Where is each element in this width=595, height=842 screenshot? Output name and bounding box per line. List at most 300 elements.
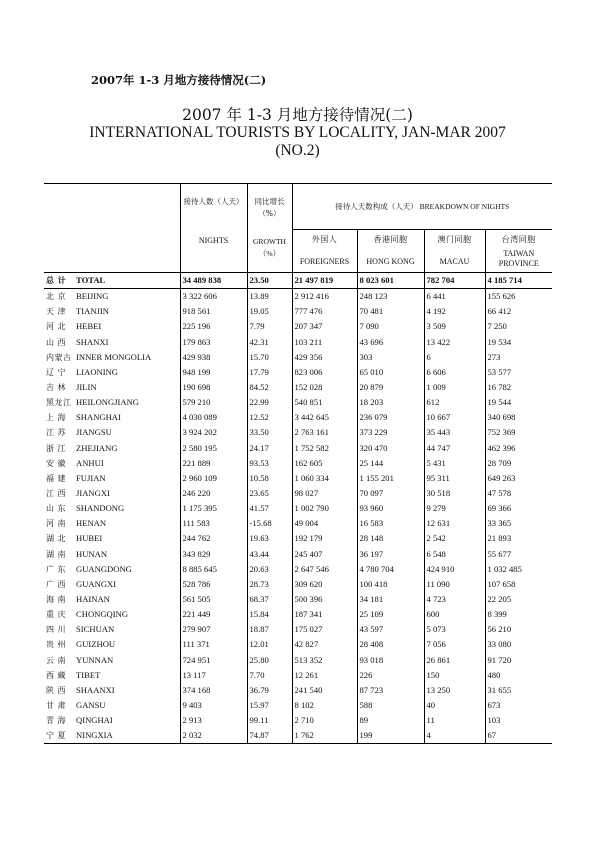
hk-cell: 7 090	[357, 319, 424, 334]
taiwan-cell: 462 396	[485, 441, 552, 456]
nights-cell: 3 924 202	[180, 425, 247, 440]
region-name-en: FUJIAN	[76, 472, 106, 483]
nights-cell: 13 117	[180, 668, 247, 683]
foreigners-cell: 429 356	[292, 350, 357, 365]
region-name-cn: 广 东	[46, 564, 67, 574]
growth-cell: 43.44	[247, 547, 292, 562]
foreigners-cell: 103 211	[292, 335, 357, 350]
foreigners-cell: 1 060 334	[292, 471, 357, 486]
macau-cell: 10 667	[424, 410, 485, 425]
taiwan-cell: 47 578	[485, 486, 552, 501]
table-row	[44, 577, 552, 592]
taiwan-cell: 16 782	[485, 380, 552, 395]
total-row	[44, 273, 552, 289]
taiwan-cell: 33 080	[485, 637, 552, 652]
region-name-en: JIANGXI	[76, 488, 110, 499]
region-cell	[44, 698, 180, 713]
region-name-cn: 贵 州	[46, 640, 67, 650]
table-row	[44, 668, 552, 683]
foreigners-cell: 49 004	[292, 516, 357, 531]
region-cell	[44, 668, 180, 683]
region-cell	[44, 441, 180, 456]
macau-cell: 4	[424, 728, 485, 744]
macau-header	[424, 230, 485, 273]
title-english: INTERNATIONAL TOURISTS BY LOCALITY, JAN-MAR 2007	[89, 124, 506, 141]
growth-cell: 28.73	[247, 577, 292, 592]
nights-cell: 1 175 395	[180, 501, 247, 516]
macau-cell: 2 542	[424, 531, 485, 546]
nights-cell: 579 210	[180, 395, 247, 410]
growth-header-en: GROWTH（%）	[253, 237, 286, 258]
region-cell	[44, 471, 180, 486]
region-name-cn: 湖 北	[46, 534, 67, 544]
taiwan-header-en-1: TAIWAN	[503, 249, 535, 258]
region-name-en: JIANGSU	[76, 427, 112, 438]
region-name-en: TIBET	[76, 669, 101, 680]
macau-cell: 424 910	[424, 562, 485, 577]
region-name-en: CHONGQING	[76, 609, 129, 620]
region-name-cn: 河 北	[46, 322, 67, 332]
region-name-cn: 黑龙江	[46, 398, 72, 408]
nights-cell: 948 199	[180, 365, 247, 380]
macau-cell: 6 606	[424, 365, 485, 380]
macau-cell: 11	[424, 713, 485, 728]
hk-cell: 93 018	[357, 653, 424, 668]
macau-cell: 4 192	[424, 304, 485, 319]
hk-cell: 28 408	[357, 637, 424, 652]
growth-cell: 20.63	[247, 562, 292, 577]
region-name-en: GANSU	[76, 700, 106, 710]
region-cell	[44, 562, 180, 577]
macau-cell: 9 279	[424, 501, 485, 516]
macau-cell: 600	[424, 607, 485, 622]
macau-cell: 35 443	[424, 425, 485, 440]
hk-cell: 25 109	[357, 607, 424, 622]
foreigners-cell: 2 763 161	[292, 425, 357, 440]
nights-header	[180, 184, 247, 273]
region-name-cn: 总 计	[46, 276, 67, 286]
taiwan-cell: 480	[485, 668, 552, 683]
foreigners-cell: 241 540	[292, 683, 357, 698]
growth-cell: 22.99	[247, 395, 292, 410]
nights-cell: 111 583	[180, 516, 247, 531]
taiwan-cell: 28 709	[485, 456, 552, 471]
taiwan-cell: 752 369	[485, 425, 552, 440]
table-row	[44, 410, 552, 425]
hk-cell: 70 481	[357, 304, 424, 319]
region-name-en: GUIZHOU	[76, 639, 116, 650]
growth-cell: 99.11	[247, 713, 292, 728]
table-row	[44, 653, 552, 668]
region-name-cn: 天 津	[46, 307, 67, 317]
taiwan-cell: 4 185 714	[485, 273, 552, 289]
table-row	[44, 319, 552, 334]
nights-cell: 221 449	[180, 607, 247, 622]
taiwan-cell: 19 544	[485, 395, 552, 410]
region-cell	[44, 713, 180, 728]
title-block	[0, 106, 595, 160]
region-cell	[44, 273, 180, 289]
region-name-en: HEBEI	[76, 321, 102, 332]
growth-cell: 23.65	[247, 486, 292, 501]
region-name-cn: 内蒙古	[46, 352, 72, 362]
region-name-en: TOTAL	[76, 275, 106, 286]
table-row	[44, 365, 552, 380]
macau-cell: 3 509	[424, 319, 485, 334]
region-cell	[44, 410, 180, 425]
hk-cell: 8 023 601	[357, 273, 424, 289]
hk-cell: 1 155 201	[357, 471, 424, 486]
foreigners-cell: 1 752 582	[292, 441, 357, 456]
region-cell	[44, 365, 180, 380]
hk-cell: 18 203	[357, 395, 424, 410]
taiwan-header-cn: 台湾同胞	[501, 235, 536, 244]
growth-cell: 18.87	[247, 622, 292, 637]
region-name-cn: 四 川	[46, 625, 67, 635]
taiwan-header	[485, 230, 552, 273]
region-name-cn: 甘 肃	[46, 701, 67, 710]
table-row	[44, 531, 552, 546]
nights-cell: 2 913	[180, 713, 247, 728]
foreigners-header	[292, 230, 357, 273]
taiwan-cell: 21 893	[485, 531, 552, 546]
taiwan-cell: 7 250	[485, 319, 552, 334]
foreigners-cell: 2 647 546	[292, 562, 357, 577]
growth-cell: 93.53	[247, 456, 292, 471]
nights-cell: 429 938	[180, 350, 247, 365]
macau-cell: 612	[424, 395, 485, 410]
foreigners-cell: 192 179	[292, 531, 357, 546]
nights-cell: 279 907	[180, 622, 247, 637]
region-name-en: BEIJING	[76, 291, 109, 302]
region-cell	[44, 289, 180, 305]
foreigners-cell: 98 027	[292, 486, 357, 501]
foreigners-cell: 2 912 416	[292, 289, 357, 305]
region-cell	[44, 304, 180, 319]
foreigners-cell: 309 620	[292, 577, 357, 592]
growth-cell: 42.31	[247, 335, 292, 350]
region-cell	[44, 653, 180, 668]
table-row	[44, 289, 552, 305]
growth-cell: 33.50	[247, 425, 292, 440]
taiwan-cell: 19 534	[485, 335, 552, 350]
region-name-cn: 江 苏	[46, 428, 67, 438]
region-cell	[44, 380, 180, 395]
title-english-number: (NO.2)	[275, 142, 320, 159]
foreigners-cell: 8 102	[292, 698, 357, 713]
table-row	[44, 380, 552, 395]
hk-cell: 4 780 704	[357, 562, 424, 577]
breakdown-header-label: 接待人天数构成（人天） BREAKDOWN OF NIGHTS	[335, 202, 510, 211]
region-name-en: SICHUAN	[76, 624, 115, 635]
table-row	[44, 592, 552, 607]
macau-cell: 13 422	[424, 335, 485, 350]
growth-cell: 12.52	[247, 410, 292, 425]
region-name-en: GUANGXI	[76, 578, 117, 589]
taiwan-cell: 31 655	[485, 683, 552, 698]
region-name-en: YUNNAN	[76, 654, 114, 665]
region-cell	[44, 425, 180, 440]
macau-cell: 6 441	[424, 289, 485, 305]
foreigners-cell: 187 341	[292, 607, 357, 622]
nights-cell: 221 889	[180, 456, 247, 471]
region-cell	[44, 335, 180, 350]
table-row	[44, 471, 552, 486]
taiwan-cell: 69 366	[485, 501, 552, 516]
region-name-en: LIAONING	[76, 366, 119, 377]
macau-cell: 150	[424, 668, 485, 683]
hk-cell: 25 144	[357, 456, 424, 471]
foreigners-header-cn: 外国人	[311, 235, 338, 244]
region-name-en: ZHEJIANG	[76, 442, 118, 453]
taiwan-cell: 22 205	[485, 592, 552, 607]
taiwan-cell: 107 658	[485, 577, 552, 592]
region-name-cn: 西 藏	[46, 670, 67, 680]
taiwan-cell: 8 399	[485, 607, 552, 622]
macau-cell: 30 518	[424, 486, 485, 501]
region-name-en: SHANGHAI	[76, 412, 121, 423]
hk-cell: 199	[357, 728, 424, 744]
growth-cell: 24.17	[247, 441, 292, 456]
region-name-en: SHAANXI	[76, 684, 115, 695]
region-cell	[44, 516, 180, 531]
nights-cell: 111 371	[180, 637, 247, 652]
region-name-cn: 山 东	[46, 504, 67, 514]
region-cell	[44, 486, 180, 501]
hk-cell: 303	[357, 350, 424, 365]
region-cell	[44, 456, 180, 471]
macau-cell: 12 631	[424, 516, 485, 531]
growth-cell: 19.05	[247, 304, 292, 319]
table-row	[44, 683, 552, 698]
macau-header-en: MACAU	[439, 257, 470, 266]
nights-cell: 561 505	[180, 592, 247, 607]
nights-cell: 179 863	[180, 335, 247, 350]
macau-cell: 95 311	[424, 471, 485, 486]
macau-cell: 13 250	[424, 683, 485, 698]
foreigners-cell: 513 352	[292, 653, 357, 668]
region-cell	[44, 350, 180, 365]
region-name-en: SHANDONG	[76, 503, 125, 514]
region-name-cn: 安 徽	[46, 458, 67, 468]
foreigners-cell: 500 396	[292, 592, 357, 607]
region-name-cn: 河 南	[46, 519, 67, 529]
region-name-cn: 重 庆	[46, 610, 67, 620]
foreigners-cell: 823 006	[292, 365, 357, 380]
table-row	[44, 698, 552, 713]
foreigners-cell: 245 407	[292, 547, 357, 562]
region-name-cn: 北 京	[46, 292, 67, 302]
nights-cell: 528 786	[180, 577, 247, 592]
hk-cell: 20 879	[357, 380, 424, 395]
macau-header-cn: 澳门同胞	[437, 235, 472, 244]
hk-cell: 100 418	[357, 577, 424, 592]
region-name-cn: 吉 林	[46, 383, 67, 393]
macau-cell: 44 747	[424, 441, 485, 456]
foreigners-cell: 1 002 790	[292, 501, 357, 516]
macau-cell: 40	[424, 698, 485, 713]
hk-cell: 36 197	[357, 547, 424, 562]
region-name-cn: 海 南	[46, 595, 67, 605]
growth-cell: 7.79	[247, 319, 292, 334]
table-row	[44, 728, 552, 744]
table-row	[44, 713, 552, 728]
nights-cell: 225 196	[180, 319, 247, 334]
nights-cell: 2 960 109	[180, 471, 247, 486]
table-row	[44, 562, 552, 577]
region-name-cn: 湖 南	[46, 549, 67, 559]
region-name-en: HAINAN	[76, 594, 110, 605]
taiwan-cell: 273	[485, 350, 552, 365]
foreigners-cell: 42 827	[292, 637, 357, 652]
foreigners-cell: 207 347	[292, 319, 357, 334]
foreigners-cell: 3 442 645	[292, 410, 357, 425]
taiwan-cell: 340 698	[485, 410, 552, 425]
macau-cell: 5 073	[424, 622, 485, 637]
region-name-cn: 江 西	[46, 489, 67, 499]
breakdown-header	[292, 184, 552, 230]
region-name-en: HEILONGJIANG	[76, 397, 140, 408]
nights-cell: 246 220	[180, 486, 247, 501]
region-cell	[44, 607, 180, 622]
hk-cell: 65 010	[357, 365, 424, 380]
macau-cell: 6	[424, 350, 485, 365]
region-cell	[44, 683, 180, 698]
growth-cell: 36.79	[247, 683, 292, 698]
growth-cell: 84.52	[247, 380, 292, 395]
region-name-en: INNER MONGOLIA	[76, 351, 152, 362]
taiwan-cell: 155 626	[485, 289, 552, 305]
region-cell	[44, 501, 180, 516]
hk-cell: 87 723	[357, 683, 424, 698]
region-name-en: SHANXI	[76, 336, 109, 347]
region-header	[44, 184, 180, 273]
region-cell	[44, 592, 180, 607]
growth-cell: 41.57	[247, 501, 292, 516]
nights-cell: 244 762	[180, 531, 247, 546]
hongkong-header	[357, 230, 424, 273]
nights-cell: 34 489 838	[180, 273, 247, 289]
taiwan-cell: 67	[485, 728, 552, 744]
growth-header-cn: 同比增长（%）	[254, 197, 285, 218]
hongkong-header-cn: 香港同胞	[373, 235, 408, 244]
nights-cell: 2 580 195	[180, 441, 247, 456]
growth-cell: 23.50	[247, 273, 292, 289]
nights-cell: 918 561	[180, 304, 247, 319]
hk-cell: 70 097	[357, 486, 424, 501]
growth-cell: 15.70	[247, 350, 292, 365]
region-name-cn: 青 海	[46, 716, 67, 726]
foreigners-cell: 777 476	[292, 304, 357, 319]
region-cell	[44, 547, 180, 562]
region-name-cn: 云 南	[46, 655, 67, 665]
growth-cell: -15.68	[247, 516, 292, 531]
taiwan-cell: 66 412	[485, 304, 552, 319]
nights-cell: 8 885 645	[180, 562, 247, 577]
table-row	[44, 486, 552, 501]
nights-cell: 2 032	[180, 728, 247, 744]
nights-cell: 4 030 089	[180, 410, 247, 425]
nights-cell: 343 829	[180, 547, 247, 562]
growth-header	[247, 184, 292, 273]
taiwan-cell: 33 365	[485, 516, 552, 531]
macau-cell: 6 548	[424, 547, 485, 562]
growth-cell: 10.58	[247, 471, 292, 486]
nights-cell: 724 951	[180, 653, 247, 668]
region-cell	[44, 531, 180, 546]
region-cell	[44, 637, 180, 652]
table-row	[44, 456, 552, 471]
region-name-cn: 福 建	[46, 473, 67, 483]
macau-cell: 5 431	[424, 456, 485, 471]
title-chinese: 2007 年 1-3 月地方接待情况(二)	[182, 106, 413, 124]
region-name-cn: 辽 宁	[46, 367, 67, 377]
hk-cell: 236 079	[357, 410, 424, 425]
table-row	[44, 395, 552, 410]
growth-cell: 25.80	[247, 653, 292, 668]
foreigners-cell: 152 028	[292, 380, 357, 395]
region-name-en: GUANGDONG	[76, 563, 132, 574]
hk-cell: 248 123	[357, 289, 424, 305]
region-cell	[44, 319, 180, 334]
region-name-en: ANHUI	[76, 457, 104, 468]
table-row	[44, 350, 552, 365]
table-row	[44, 425, 552, 440]
region-name-cn: 广 西	[46, 579, 67, 589]
table-row	[44, 304, 552, 319]
hk-cell: 226	[357, 668, 424, 683]
nights-header-cn: 接待人数（人天）	[183, 197, 244, 206]
table-row	[44, 637, 552, 652]
growth-cell: 68.37	[247, 592, 292, 607]
region-name-cn: 陕 西	[46, 685, 67, 695]
macau-cell: 4 723	[424, 592, 485, 607]
growth-cell: 13.89	[247, 289, 292, 305]
hk-cell: 28 148	[357, 531, 424, 546]
taiwan-cell: 55 677	[485, 547, 552, 562]
tourist-table	[44, 183, 552, 744]
taiwan-header-en-2: PROVINCE	[498, 259, 539, 268]
foreigners-cell: 12 261	[292, 668, 357, 683]
table-row	[44, 335, 552, 350]
hk-cell: 16 583	[357, 516, 424, 531]
hk-cell: 373 229	[357, 425, 424, 440]
foreigners-cell: 1 762	[292, 728, 357, 744]
macau-cell: 782 704	[424, 273, 485, 289]
hk-cell: 93 960	[357, 501, 424, 516]
macau-cell: 11 090	[424, 577, 485, 592]
hk-cell: 320 470	[357, 441, 424, 456]
region-cell	[44, 728, 180, 744]
nights-cell: 9 403	[180, 698, 247, 713]
region-cell	[44, 622, 180, 637]
nights-cell: 3 322 606	[180, 289, 247, 305]
foreigners-cell: 21 497 819	[292, 273, 357, 289]
table-row	[44, 501, 552, 516]
foreigners-cell: 2 710	[292, 713, 357, 728]
table-row	[44, 516, 552, 531]
region-name-cn: 上 海	[46, 413, 67, 423]
foreigners-header-en: FOREIGNERS	[299, 257, 350, 266]
nights-cell: 190 698	[180, 380, 247, 395]
growth-cell: 15.84	[247, 607, 292, 622]
hk-cell: 89	[357, 713, 424, 728]
region-cell	[44, 395, 180, 410]
table-row	[44, 547, 552, 562]
growth-cell: 74.87	[247, 728, 292, 744]
growth-cell: 19.63	[247, 531, 292, 546]
table-row	[44, 622, 552, 637]
